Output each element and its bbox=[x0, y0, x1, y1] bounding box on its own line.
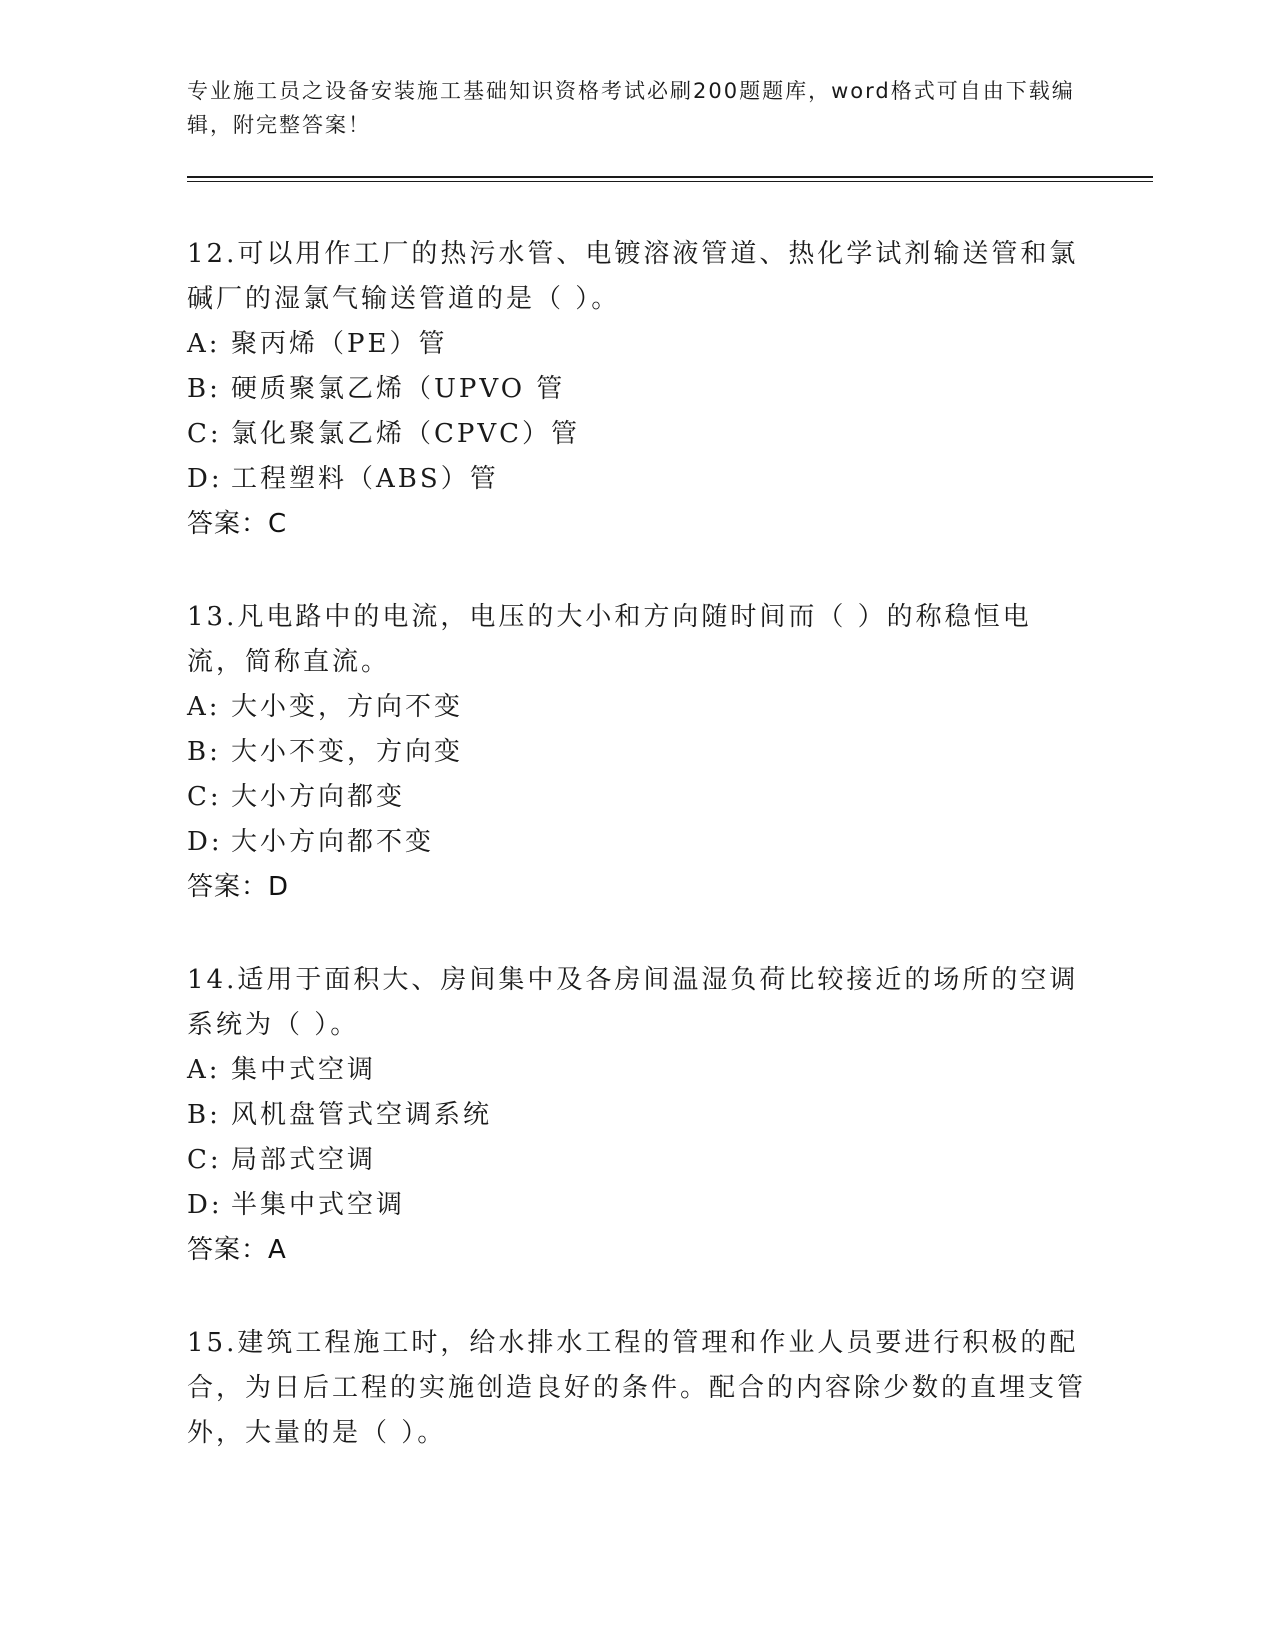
option-letter: A: bbox=[187, 1055, 221, 1085]
answer-label: 答案：C bbox=[187, 509, 288, 539]
option-text: 大小变，方向不变 bbox=[231, 692, 464, 722]
option-letter: D: bbox=[187, 464, 223, 494]
answer-label: 答案：D bbox=[187, 872, 290, 902]
option-letter: C: bbox=[187, 1145, 222, 1175]
header-divider-thick bbox=[187, 176, 1153, 178]
option-text: 硬质聚氯乙烯（UPVO 管 bbox=[231, 374, 566, 404]
header-divider-thin bbox=[187, 181, 1153, 182]
option-d bbox=[187, 1183, 1087, 1228]
option-a bbox=[187, 1048, 1087, 1093]
option-text: 半集中式空调 bbox=[231, 1190, 406, 1220]
option-text: 大小方向都变 bbox=[231, 782, 406, 812]
option-a bbox=[187, 685, 1087, 730]
question-text: 14.适用于面积大、房间集中及各房间温湿负荷比较接近的场所的空调系统为（ ）。 bbox=[187, 965, 1079, 1040]
option-letter: B: bbox=[187, 1100, 221, 1130]
option-text: 工程塑料（ABS）管 bbox=[231, 464, 499, 494]
option-letter: B: bbox=[187, 737, 221, 767]
option-letter: D: bbox=[187, 1190, 223, 1220]
question-14 bbox=[187, 958, 1087, 1273]
option-d bbox=[187, 457, 1087, 502]
option-c bbox=[187, 775, 1087, 820]
option-text: 局部式空调 bbox=[231, 1145, 377, 1175]
option-a bbox=[187, 322, 1087, 367]
option-text: 大小不变，方向变 bbox=[231, 737, 464, 767]
option-text: 大小方向都不变 bbox=[231, 827, 435, 857]
option-text: 聚丙烯（PE）管 bbox=[231, 329, 448, 359]
option-b bbox=[187, 1093, 1087, 1138]
answer-label: 答案：A bbox=[187, 1235, 287, 1265]
document-header: 专业施工员之设备安装施工基础知识资格考试必刷200题题库，word格式可自由下载编辑，附完整答案！ bbox=[187, 79, 1075, 137]
question-13 bbox=[187, 595, 1087, 910]
question-text: 12.可以用作工厂的热污水管、电镀溶液管道、热化学试剂输送管和氯碱厂的湿氯气输送管道的是（ ）。 bbox=[187, 239, 1079, 314]
option-d bbox=[187, 820, 1087, 865]
question-text: 13.凡电路中的电流，电压的大小和方向随时间而（ ）的称稳恒电流，简称直流。 bbox=[187, 602, 1032, 677]
option-letter: D: bbox=[187, 827, 223, 857]
option-letter: C: bbox=[187, 419, 222, 449]
option-c bbox=[187, 1138, 1087, 1183]
option-letter: A: bbox=[187, 692, 221, 722]
question-text: 15.建筑工程施工时，给水排水工程的管理和作业人员要进行积极的配合，为日后工程的实施创造良好的条件。配合的内容除少数的直埋支管外，大量的是（ ）。 bbox=[187, 1328, 1087, 1448]
option-letter: A: bbox=[187, 329, 221, 359]
option-b bbox=[187, 730, 1087, 775]
question-15 bbox=[187, 1321, 1087, 1456]
question-12 bbox=[187, 232, 1087, 547]
option-letter: B: bbox=[187, 374, 221, 404]
option-letter: C: bbox=[187, 782, 222, 812]
option-text: 集中式空调 bbox=[231, 1055, 377, 1085]
option-text: 氯化聚氯乙烯（CPVC）管 bbox=[231, 419, 581, 449]
option-c bbox=[187, 412, 1087, 457]
option-text: 风机盘管式空调系统 bbox=[231, 1100, 493, 1130]
option-b bbox=[187, 367, 1087, 412]
question-list bbox=[187, 232, 1087, 1504]
